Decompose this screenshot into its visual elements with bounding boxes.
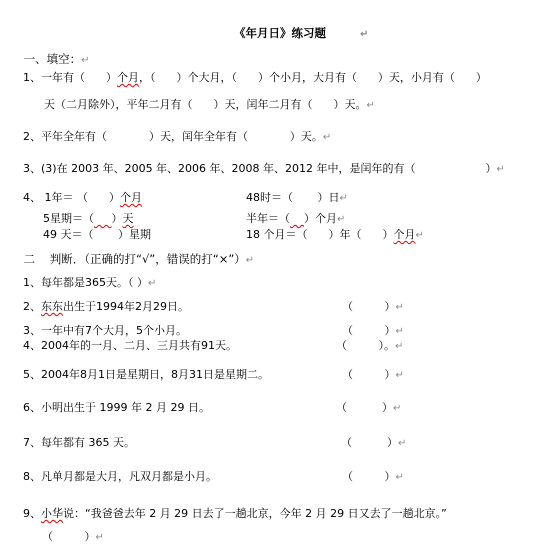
judge-question-2: 2、东东出生于1994年2月29日。 [23, 300, 189, 313]
judge-question-7: 7、每年都有 365 天。 [23, 436, 135, 449]
judge-answer-9: （ ）↵ [42, 530, 104, 543]
page-title: 《年月日》练习题 ↵ [234, 26, 369, 40]
judge-answer-3: （ ）↵ [342, 324, 404, 337]
fill-question-4-row-2-left: 5星期＝（ ）天 [43, 212, 134, 225]
judge-question-5: 5、2004年8月1日是星期日，8月31日是星期二。 [23, 368, 269, 381]
section-1-heading: 一、填空：↵ [23, 52, 90, 66]
section-2-heading: 二 判断．（正确的打“√”，错误的打“×”）↵ [23, 252, 255, 266]
judge-question-4: 4、2004年的一月、二月、三月共有91天。 [23, 339, 237, 352]
judge-answer-4: （ ）。↵ [336, 339, 404, 352]
judge-question-3: 3、一年中有7个大月，5个小月。 [23, 324, 187, 337]
judge-question-1: 1、每年都是365天。（ ）↵ [23, 276, 157, 289]
judge-answer-7: （ ）↵ [341, 436, 407, 449]
judge-question-9: 9、小华说：“我爸爸去年 2 月 29 日去了一趟北京，今年 2 月 29 日又去了一趟北京。” [23, 507, 447, 520]
fill-question-2: 2、平年全年有（ ）天，闰年全年有（ ）天。↵ [23, 130, 332, 143]
judge-answer-8: （ ）↵ [342, 470, 404, 483]
fill-question-4-row-1-right: 48时＝（ ）日↵ [246, 191, 348, 204]
fill-question-4-row-1-left: 4、 1年＝ （ ）个月 [23, 191, 142, 204]
judge-question-8: 8、凡单月都是大月，凡双月都是小月。 [23, 470, 217, 483]
fill-question-4-row-2-right: 半年＝（ ）个月↵ [246, 212, 346, 225]
judge-answer-5: （ ）↵ [342, 368, 404, 381]
fill-question-4-row-3-left: 49 天＝（ ）星期 [43, 228, 151, 241]
fill-question-1-line-1: 1、一年有（ ）个月，（ ）个大月，（ ）个小月，大月有（ ）天，小月有（ ） [23, 71, 487, 84]
fill-question-3: 3、(3)在 2003 年、2005 年、2006 年、2008 年、2012 年中，是闰年的有（ ）↵ [23, 162, 505, 175]
fill-question-4-row-3-right: 18 个月＝（ ）年（ ）个月↵ [246, 228, 424, 241]
fill-question-1-line-2: 天（二月除外），平年二月有（ ）天，闰年二月有（ ）天。↵ [44, 98, 375, 111]
judge-answer-6: （ ）↵ [336, 401, 402, 414]
judge-question-6: 6、小明出生于 1999 年 2 月 29 日。 [23, 401, 210, 414]
judge-answer-2: （ ）↵ [342, 300, 404, 313]
